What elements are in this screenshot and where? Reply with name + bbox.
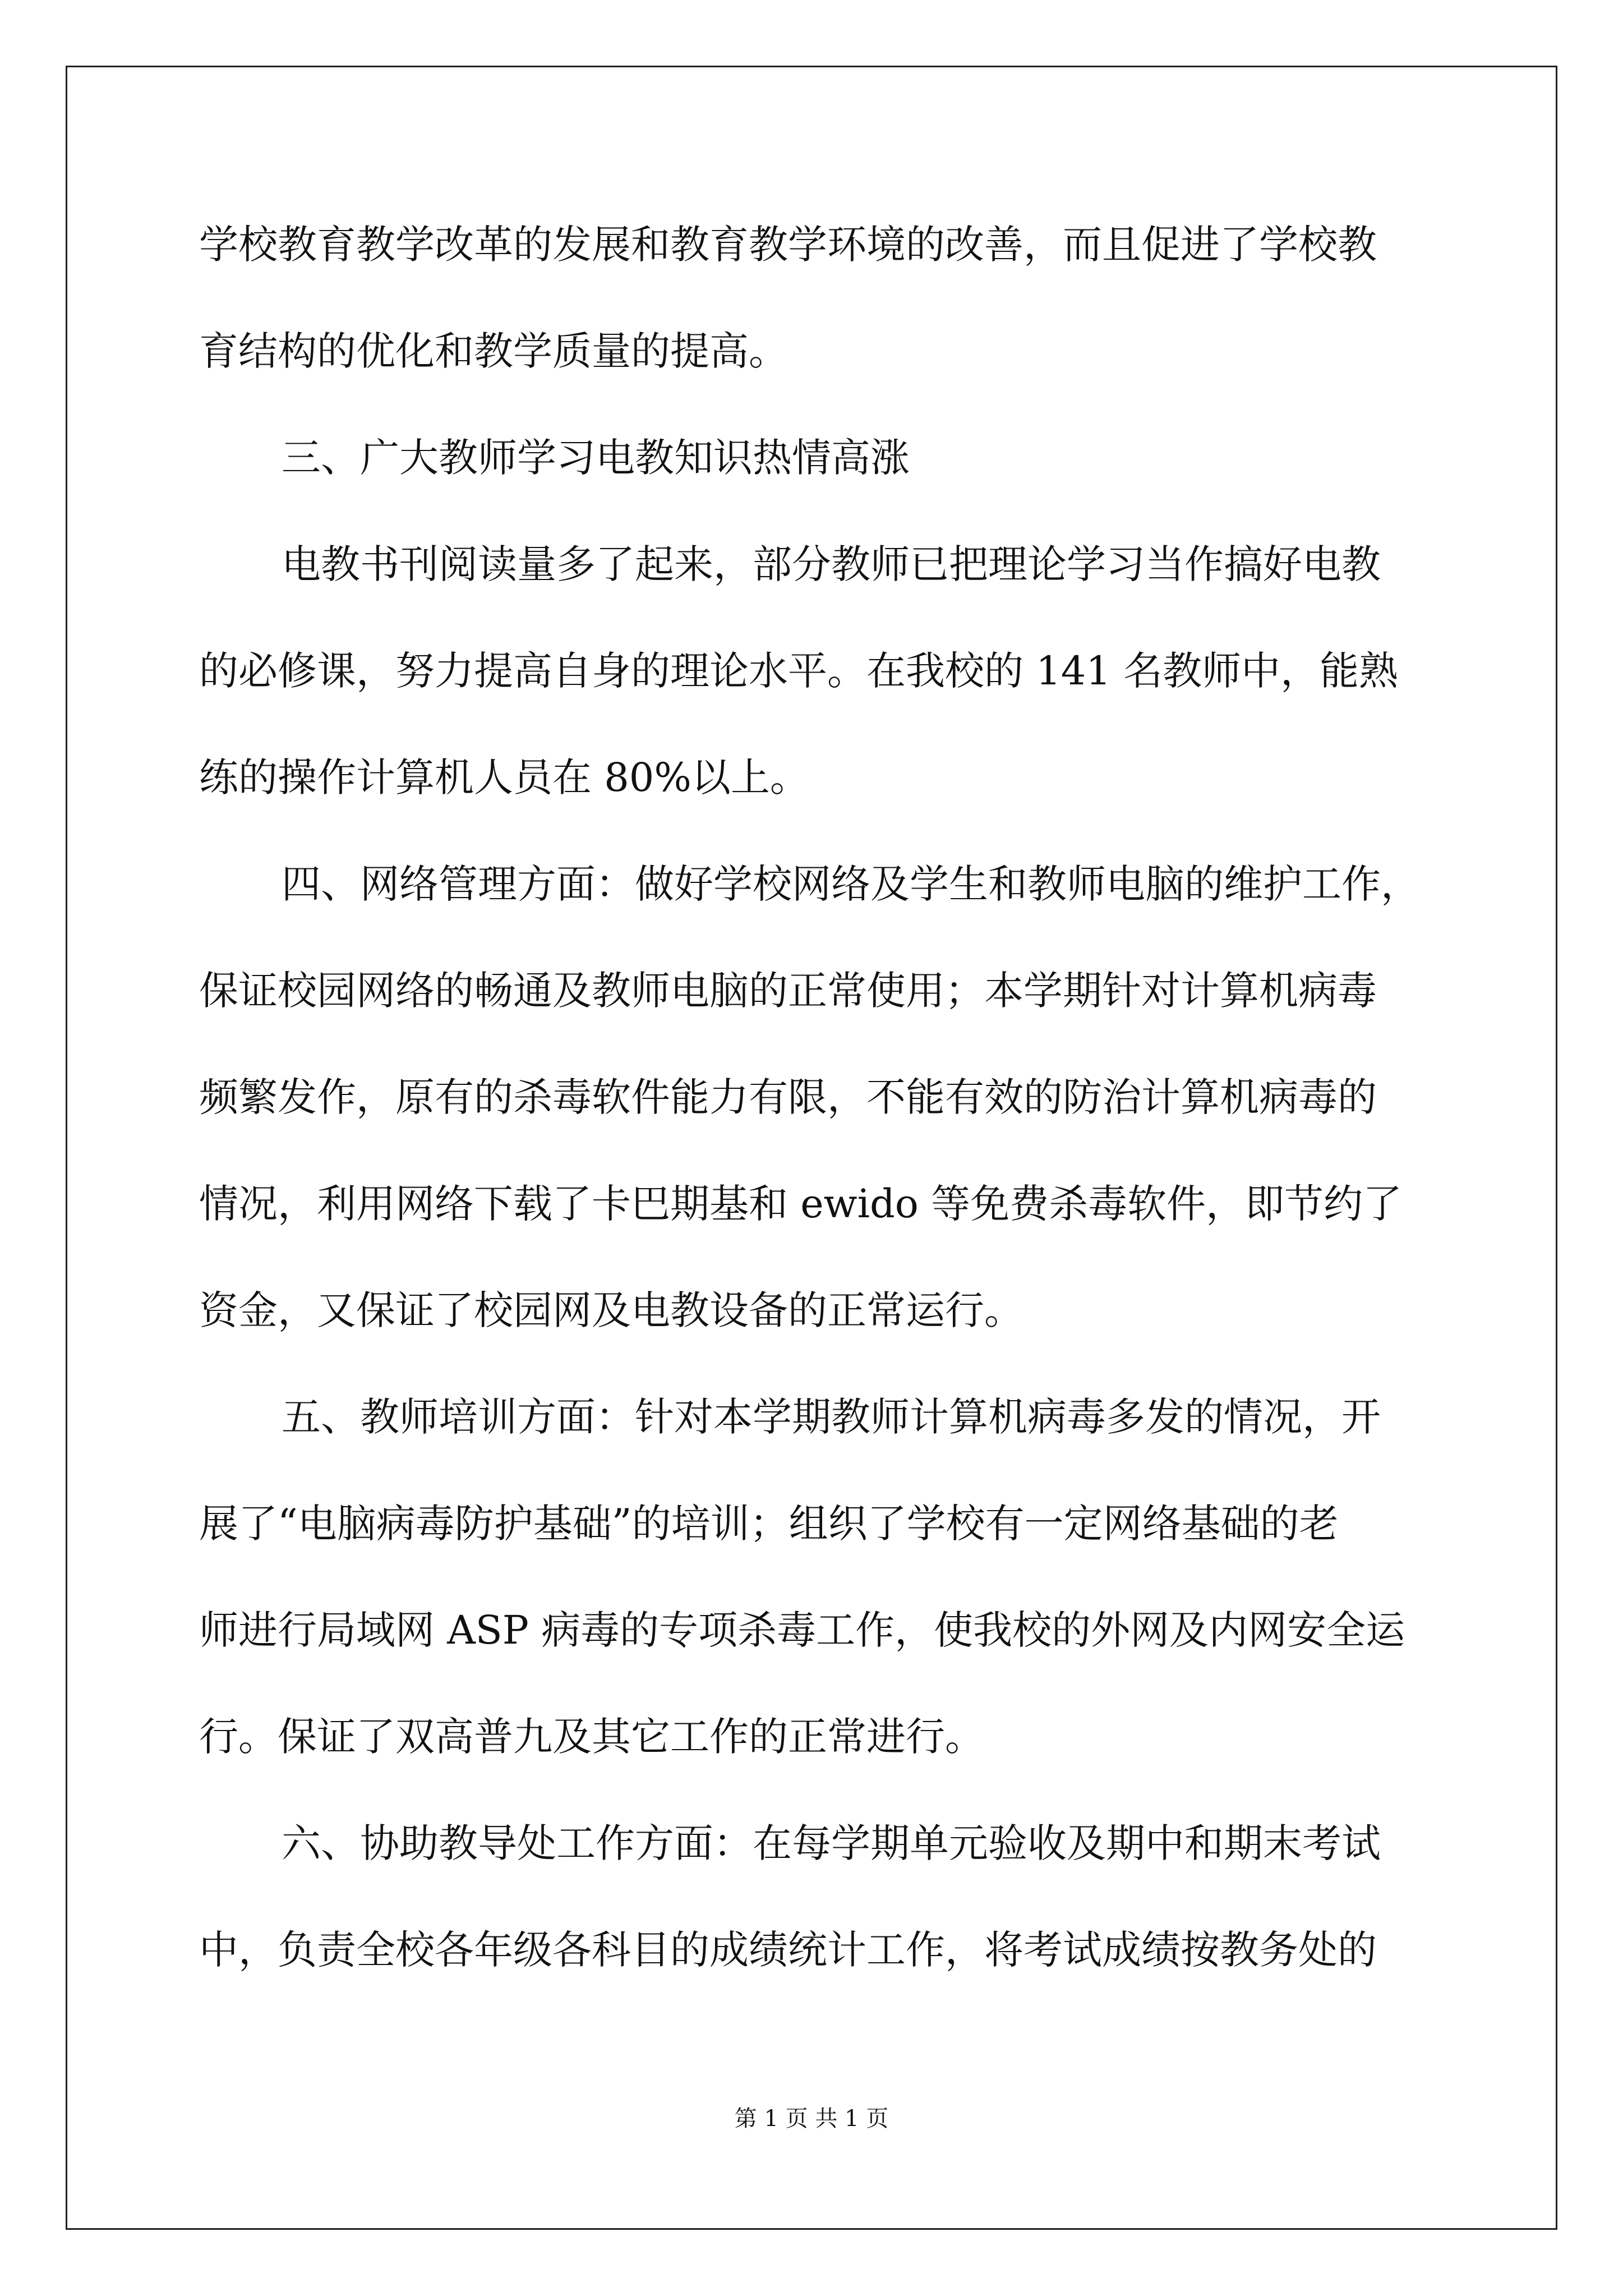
page-number: 第 1 页 共 1 页 xyxy=(734,2106,889,2132)
text-line: 四、网络管理方面：做好学校网络及学生和教师电脑的维护工作， xyxy=(282,861,1420,907)
text-line: 保证校园网络的畅通及教师电脑的正常使用；本学期针对计算机病毒 xyxy=(199,968,1377,1014)
text-line: 育结构的优化和教学质量的提高。 xyxy=(199,328,788,374)
text-line: 学校教育教学改革的发展和教育教学环境的改善，而且促进了学校教 xyxy=(199,222,1377,268)
document-body xyxy=(199,218,1433,2030)
page-footer xyxy=(0,2105,1623,2133)
text-line: 六、协助教导处工作方面：在每学期单元验收及期中和期末考试 xyxy=(282,1820,1381,1866)
text-line: 师进行局域网 ASP 病毒的专项杀毒工作，使我校的外网及内网安全运 xyxy=(199,1607,1405,1653)
text-line: 频繁发作，原有的杀毒软件能力有限，不能有效的防治计算机病毒的 xyxy=(199,1074,1377,1120)
text-line: 电教书刊阅读量多了起来，部分教师已把理论学习当作搞好电教 xyxy=(282,541,1381,587)
text-line: 中，负责全校各年级各科目的成绩统计工作，将考试成绩按教务处的 xyxy=(199,1927,1377,1973)
text-line: 资金，又保证了校园网及电教设备的正常运行。 xyxy=(199,1287,1023,1333)
text-line: 展了“电脑病毒防护基础”的培训；组织了学校有一定网络基础的老 xyxy=(199,1501,1339,1547)
text-line: 行。保证了双高普九及其它工作的正常进行。 xyxy=(199,1714,984,1760)
text-line: 五、教师培训方面：针对本学期教师计算机病毒多发的情况，开 xyxy=(282,1394,1381,1440)
text-line: 情况，利用网络下载了卡巴期基和 ewido 等免费杀毒软件，即节约了 xyxy=(199,1181,1403,1227)
text-line: 练的操作计算机人员在 80%以上。 xyxy=(199,754,809,800)
section-heading: 三、广大教师学习电教知识热情高涨 xyxy=(282,435,910,481)
text-line: 的必修课，努力提高自身的理论水平。在我校的 141 名教师中，能熟 xyxy=(199,648,1399,694)
